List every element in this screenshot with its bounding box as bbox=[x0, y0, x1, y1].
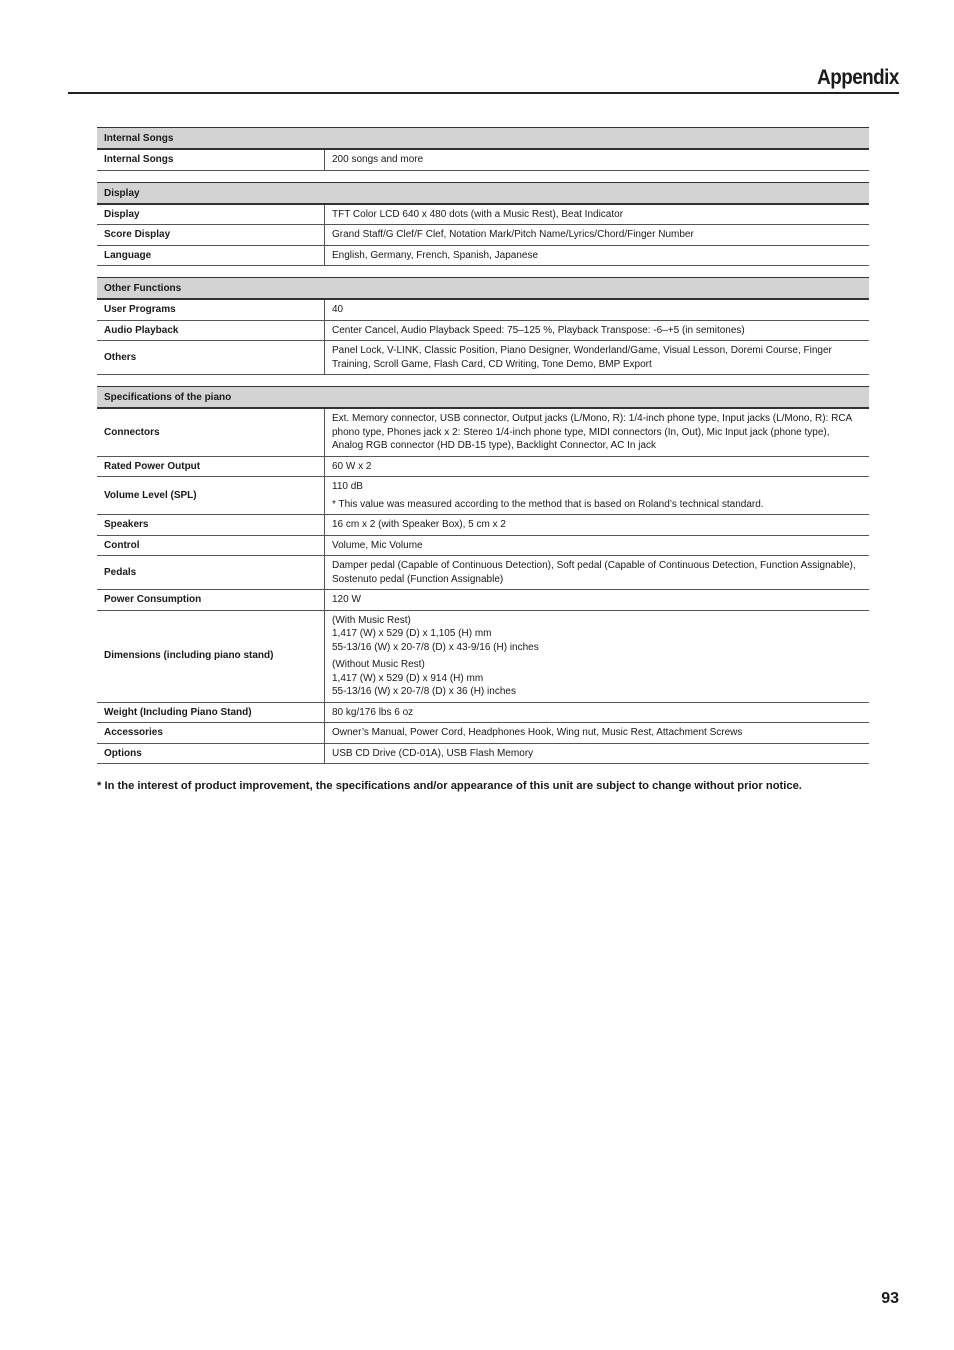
spec-row bbox=[97, 300, 869, 320]
specifications-table-area bbox=[97, 127, 869, 775]
section-heading: Specifications of the piano bbox=[97, 386, 869, 409]
spec-label: Audio Playback bbox=[97, 320, 325, 341]
spec-value bbox=[325, 590, 870, 611]
spec-value bbox=[325, 300, 870, 320]
spec-value bbox=[325, 556, 870, 590]
spec-value-line: 1,417 (W) x 529 (D) x 1,105 (H) mm bbox=[332, 628, 492, 639]
spec-table bbox=[97, 409, 869, 764]
spec-label: Weight (Including Piano Stand) bbox=[97, 702, 325, 723]
spec-label: Control bbox=[97, 535, 325, 556]
spec-value-line: Center Cancel, Audio Playback Speed: 75–125 %, Playback Transpose: -6–+5 (in semitones) bbox=[332, 324, 745, 336]
spec-value-line: USB CD Drive (CD-01A), USB Flash Memory bbox=[332, 747, 534, 759]
spec-label: Volume Level (SPL) bbox=[97, 477, 325, 515]
spec-value-line: 200 songs and more bbox=[332, 154, 424, 165]
spec-label: Options bbox=[97, 743, 325, 764]
spec-value-line: 120 W bbox=[332, 594, 361, 605]
spec-value-line: Grand Staff/G Clef/F Clef, Notation Mark/Pitch Name/Lyrics/Chord/Finger Number bbox=[332, 229, 694, 240]
spec-value bbox=[325, 205, 870, 225]
spec-value-line: Owner’s Manual, Power Cord, Headphones Hook, Wing nut, Music Rest, Attachment Screws bbox=[332, 727, 743, 738]
section-heading: Other Functions bbox=[97, 277, 869, 300]
page-header-title: Appendix bbox=[817, 66, 899, 89]
spec-row bbox=[97, 477, 869, 515]
spec-row bbox=[97, 409, 869, 456]
spec-row bbox=[97, 320, 869, 341]
spec-value-line: (Without Music Rest) bbox=[332, 659, 425, 670]
spec-value-line: 16 cm x 2 (with Speaker Box), 5 cm x 2 bbox=[332, 519, 506, 530]
spec-label: Internal Songs bbox=[97, 150, 325, 170]
spec-row bbox=[97, 723, 869, 744]
spec-label: Pedals bbox=[97, 556, 325, 590]
spec-row bbox=[97, 743, 869, 764]
spec-label: Power Consumption bbox=[97, 590, 325, 611]
spec-label: Accessories bbox=[97, 723, 325, 744]
spec-value bbox=[325, 320, 870, 341]
header-divider bbox=[68, 92, 899, 94]
spec-value bbox=[325, 723, 870, 744]
spec-row bbox=[97, 456, 869, 477]
spec-value-line: 55-13/16 (W) x 20-7/8 (D) x 43-9/16 (H) inches bbox=[332, 641, 539, 653]
spec-label: Dimensions (including piano stand) bbox=[97, 610, 325, 702]
spec-value-line: Volume, Mic Volume bbox=[332, 539, 423, 551]
spec-value bbox=[325, 225, 870, 246]
spec-row bbox=[97, 535, 869, 556]
spec-value bbox=[325, 743, 870, 764]
spec-label: Language bbox=[97, 245, 325, 266]
spec-value bbox=[325, 245, 870, 266]
spec-label: Display bbox=[97, 205, 325, 225]
spec-table bbox=[97, 150, 869, 171]
spec-section bbox=[97, 127, 869, 171]
spec-value-line: Panel Lock, V-LINK, Classic Position, Piano Designer, Wonderland/Game, Visual Lesson, Doremi Course, Finger Training, Scroll Game, Flash Card, CD Writing, Tone Demo, BMP Export bbox=[332, 345, 832, 370]
spec-value-line: Damper pedal (Capable of Continuous Detection), Soft pedal (Capable of Continuous Detection, Function Assignable), Sostenuto pedal (Function Assignable) bbox=[332, 560, 856, 585]
spec-value bbox=[325, 702, 870, 723]
spec-value-line: 60 W x 2 bbox=[332, 460, 372, 472]
footnote: * In the interest of product improvement, the specifications and/or appearance of this unit are subject to change without prior notice. bbox=[97, 780, 802, 792]
spec-label: Speakers bbox=[97, 515, 325, 536]
spec-value-line: Ext. Memory connector, USB connector, Output jacks (L/Mono, R): 1/4-inch phone type, Input jacks (L/Mono, R): RCA phono type, Phones jack x 2: Stereo 1/4-inch phone type, MIDI connectors (In, Out), Mic Input jack (phone type), Analog RGB connector (HD DB-15 type), Backlight Connector, AC In jack bbox=[332, 413, 852, 451]
spec-row bbox=[97, 515, 869, 536]
spec-value-line: 40 bbox=[332, 304, 344, 315]
spec-table bbox=[97, 300, 869, 375]
spec-value bbox=[325, 535, 870, 556]
spec-value bbox=[325, 456, 870, 477]
spec-row bbox=[97, 225, 869, 246]
section-heading: Internal Songs bbox=[97, 127, 869, 150]
spec-label: Score Display bbox=[97, 225, 325, 246]
spec-value-line: 1,417 (W) x 529 (D) x 914 (H) mm bbox=[332, 672, 484, 684]
spec-value bbox=[325, 341, 870, 375]
spec-value bbox=[325, 409, 870, 456]
spec-value-line: * This value was measured according to the method that is based on Roland’s technical standard. bbox=[332, 498, 764, 510]
section-heading: Display bbox=[97, 182, 869, 205]
spec-value bbox=[325, 477, 870, 515]
spec-value-line: 55-13/16 (W) x 20-7/8 (D) x 36 (H) inches bbox=[332, 686, 516, 697]
page-number: 93 bbox=[881, 1290, 899, 1307]
spec-label: Rated Power Output bbox=[97, 456, 325, 477]
spec-label: Connectors bbox=[97, 409, 325, 456]
spec-row bbox=[97, 702, 869, 723]
spec-section bbox=[97, 182, 869, 267]
spec-row bbox=[97, 590, 869, 611]
spec-row bbox=[97, 245, 869, 266]
spec-label: Others bbox=[97, 341, 325, 375]
spec-value-line: (With Music Rest) bbox=[332, 614, 411, 626]
spec-value-line: 80 kg/176 lbs 6 oz bbox=[332, 706, 414, 718]
spec-value-line: English, Germany, French, Spanish, Japanese bbox=[332, 249, 539, 261]
spec-row bbox=[97, 556, 869, 590]
spec-row bbox=[97, 205, 869, 225]
spec-value-line: TFT Color LCD 640 x 480 dots (with a Music Rest), Beat Indicator bbox=[332, 208, 624, 220]
spec-value bbox=[325, 610, 870, 702]
spec-label: User Programs bbox=[97, 300, 325, 320]
spec-row bbox=[97, 610, 869, 702]
spec-row bbox=[97, 341, 869, 375]
spec-value bbox=[325, 150, 870, 170]
spec-section bbox=[97, 386, 869, 764]
spec-value-line: 110 dB bbox=[332, 481, 363, 492]
spec-section bbox=[97, 277, 869, 375]
spec-row bbox=[97, 150, 869, 170]
spec-value bbox=[325, 515, 870, 536]
spec-table bbox=[97, 205, 869, 267]
